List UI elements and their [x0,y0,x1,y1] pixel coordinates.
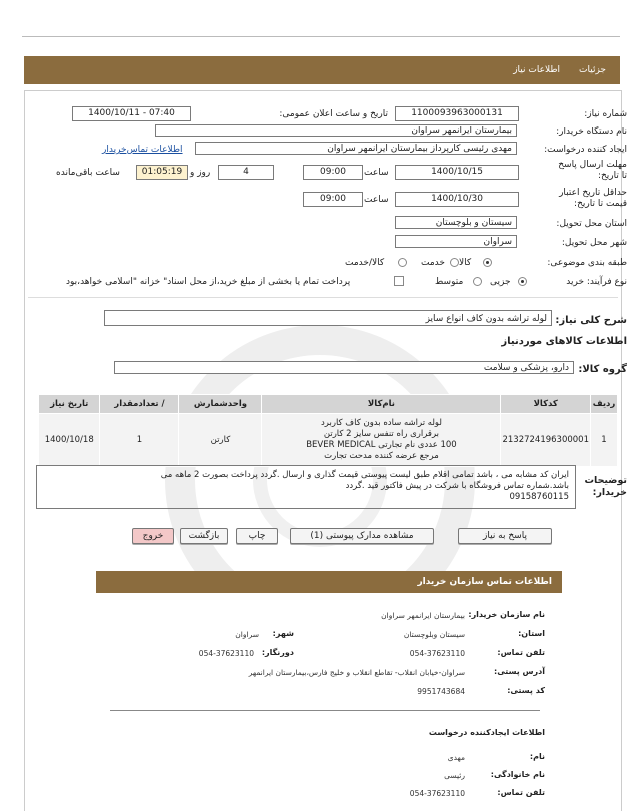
buyer-contact-link[interactable]: اطلاعات تماس‌خریدار [102,145,183,155]
announce-field: 1400/10/11 - 07:40 [72,106,191,121]
creator-family-label: نام خانوادگی: [490,770,545,779]
creator-name-label: نام: [529,752,545,761]
cell-date: 1400/10/18 [39,414,100,467]
cell-name-line: مرجع عرضه کننده مدحت تجارت [324,451,439,461]
cell-name-line: لوله تراشه ساده بدون کاف کاربرد [321,418,442,428]
days-label: روز و [190,168,211,178]
table-row [39,414,618,467]
deadline-time-field: 09:00 [303,165,363,180]
buyer-notes-box [36,465,576,509]
radio-goods[interactable] [483,258,492,267]
cell-code: 2132724196300001 [501,414,591,467]
attachments-button[interactable]: مشاهده مدارک پیوستی (1) [290,528,434,544]
contact-postal-label: کد پستی: [507,686,545,695]
radio-goods-label: کالا [459,258,472,268]
buyer-notes-line: باشد.شماره تماس فروشگاه با شرکت در پیش فاکتور قید .گردد [345,481,569,491]
buyer-notes-label: توضیحات خریدار: [584,475,627,498]
days-field: 4 [218,165,274,180]
goods-title: اطلاعات کالاهای موردنیاز [501,336,627,347]
radio-minor-label: جزیی [490,277,511,287]
buyer-org-label: نام دستگاه خریدار: [556,127,627,137]
contact-header-title: اطلاعات تماس سازمان خریدار [417,577,552,587]
contact-fax-value: 054-37623110 [198,649,254,658]
deadline-time-label: ساعت [364,168,389,178]
table-header-row [39,395,618,414]
contact-address-value: سراوان-خیابان انقلاب- تقاطع انقلاب و خلیج فارس،بیمارستان ایرانمهر [248,668,465,677]
validity-date-field: 1400/10/30 [395,192,519,207]
buyer-notes-line: 09158760115 [509,492,569,502]
radio-service-label: خدمت [421,258,445,268]
contact-province-label: استان: [518,629,545,638]
back-button[interactable]: بازگشت [180,528,228,544]
announce-label: تاریخ و ساعت اعلان عمومی: [279,109,388,119]
print-button[interactable]: چاپ [236,528,278,544]
tab-details[interactable]: جزئیات [579,65,606,75]
contact-postal-value: 9951743684 [417,687,465,696]
contact-org-label: نام سازمان خریدار: [468,610,545,619]
process-label: نوع فرآیند: خرید [566,277,627,287]
contact-fax-label: دورنگار: [261,648,294,657]
col-date: تاریخ نیاز [39,395,100,414]
need-number-label: شماره نیاز: [584,109,627,119]
deadline-label: مهلت ارسال پاسخ تا تاریخ: [558,160,627,181]
col-qty: / تعدادمقدار [100,395,179,414]
cell-qty: 1 [100,414,179,467]
contact-phone-value: 054-37623110 [409,649,465,658]
requester-label: ایجاد کننده درخواست: [544,145,627,155]
creator-phone-label: تلفن تماس: [497,788,545,797]
radio-medium[interactable] [473,277,482,286]
radio-goods-service[interactable] [398,258,407,267]
remaining-time-field: 01:05:19 [136,165,188,180]
divider-1 [28,297,618,298]
contact-city-label: شهر: [272,629,294,638]
top-divider [22,36,620,37]
cell-row: 1 [591,414,618,467]
requester-field: مهدی رئیسی کارپرداز بیمارستان ایرانمهر سراوان [195,142,517,155]
cell-name-line: برقراری راه تنفس سایز 2 کارتن [323,429,440,439]
cell-name [262,414,501,467]
creator-phone-value: 054-37623110 [409,789,465,798]
treasury-checkbox[interactable] [394,276,404,286]
col-unit: واحدشمارش [179,395,262,414]
radio-service[interactable] [450,258,459,267]
validity-time-field: 09:00 [303,192,363,207]
group-label: گروه کالا: [578,364,627,375]
col-name: نام‌کالا [262,395,501,414]
contact-org-value: بیمارستان ایرانمهر سراوان [381,611,465,620]
items-table [38,394,618,467]
remaining-label: ساعت باقی‌مانده [56,168,120,178]
tab-header [24,56,620,84]
province-field: سیستان و بلوچستان [395,216,517,229]
creator-family-value: رئیسی [444,771,465,780]
province-label: استان محل تحویل: [556,219,627,229]
col-code: کدکالا [501,395,591,414]
buyer-org-field: بیمارستان ایرانمهر سراوان [155,124,517,137]
summary-label: شرح کلی نیاز: [555,315,627,326]
cell-unit: کارتن [179,414,262,467]
deadline-date-field: 1400/10/15 [395,165,519,180]
radio-minor[interactable] [518,277,527,286]
city-field: سراوان [395,235,517,248]
creator-name-value: مهدی [447,753,465,762]
exit-button[interactable]: خروج [132,528,174,544]
group-field: دارو، پزشکی و سلامت [114,361,574,374]
contact-header [96,571,562,593]
category-label: طبقه بندی موضوعی: [547,258,627,268]
radio-medium-label: متوسط [435,277,464,287]
contact-divider [110,710,540,711]
contact-city-value: سراوان [235,630,259,639]
city-label: شهر محل تحویل: [561,238,627,248]
cell-name-line: 100 عددی نام تجارتی BEVER MEDICAL [306,440,457,450]
summary-field: لوله تراشه بدون کاف انواع سایز [104,310,552,326]
contact-phone-label: تلفن تماس: [497,648,545,657]
validity-label: حداقل تاریخ اعتبار قیمت تا تاریخ: [559,188,627,209]
contact-address-label: آدرس پستی: [494,667,545,676]
payment-note: پرداخت تمام یا بخشی از مبلغ خرید،از محل اسناد" خزانه "اسلامی خواهد،بود [66,277,351,287]
creator-header: اطلاعات ایجادکننده درخواست [428,728,545,737]
radio-goods-service-label: کالا/خدمت [345,258,385,268]
reply-button[interactable]: پاسخ به نیاز [458,528,552,544]
validity-time-label: ساعت [364,195,389,205]
col-row: ردیف [591,395,618,414]
buyer-notes-line: ایران کد مشابه می ، باشد تمامی اقلام طبق لیست پیوستی قیمت گذاری و ارسال .گردد پرداخت بصورت 2 ماهه می [160,470,569,480]
contact-province-value: سیستان وبلوچستان [403,630,465,639]
tab-need-info[interactable]: اطلاعات نیاز [513,65,560,75]
need-number-field: 1100093963000131 [395,106,519,121]
